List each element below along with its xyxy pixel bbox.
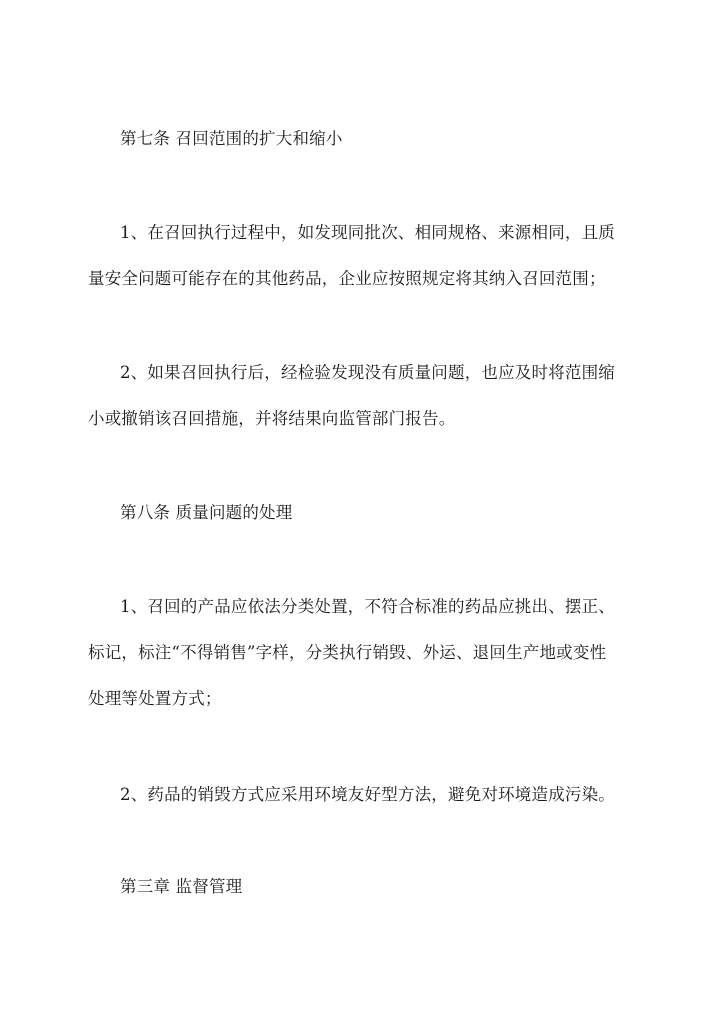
- paragraph-line: 2、药品的销毁方式应采用环境友好型方法，避免对环境造成污染。: [120, 785, 615, 804]
- paragraph-line: 2、如果召回执行后，经检验发现没有质量问题，也应及时将范围缩: [120, 363, 615, 382]
- paragraph-line: 1、在召回执行过程中，如发现同批次、相同规格、来源相同，且质: [120, 223, 615, 242]
- paragraph-line: 处理等处置方式；: [88, 689, 222, 708]
- paragraph-article-7-item-2: [88, 350, 634, 442]
- paragraph-line: 标记，标注“不得销售”字样，分类执行销毁、外运、退回生产地或变性: [88, 643, 607, 662]
- paragraph-article-8-item-2: [88, 772, 634, 818]
- paragraph-line: 1、召回的产品应依法分类处置，不符合标准的药品应挑出、摆正、: [120, 597, 615, 616]
- paragraph-line: 小或撤销该召回措施，并将结果向监管部门报告。: [88, 409, 456, 428]
- paragraph-article-8-item-1: [88, 584, 634, 722]
- section-heading-article-8: 第八条 质量问题的处理: [120, 503, 293, 522]
- chapter-heading-3: 第三章 监督管理: [120, 877, 243, 896]
- paragraph-line: 量安全问题可能存在的其他药品，企业应按照规定将其纳入召回范围；: [88, 269, 606, 288]
- paragraph-article-7-item-1: [88, 210, 634, 302]
- section-heading-article-7: 第七条 召回范围的扩大和缩小: [120, 129, 343, 148]
